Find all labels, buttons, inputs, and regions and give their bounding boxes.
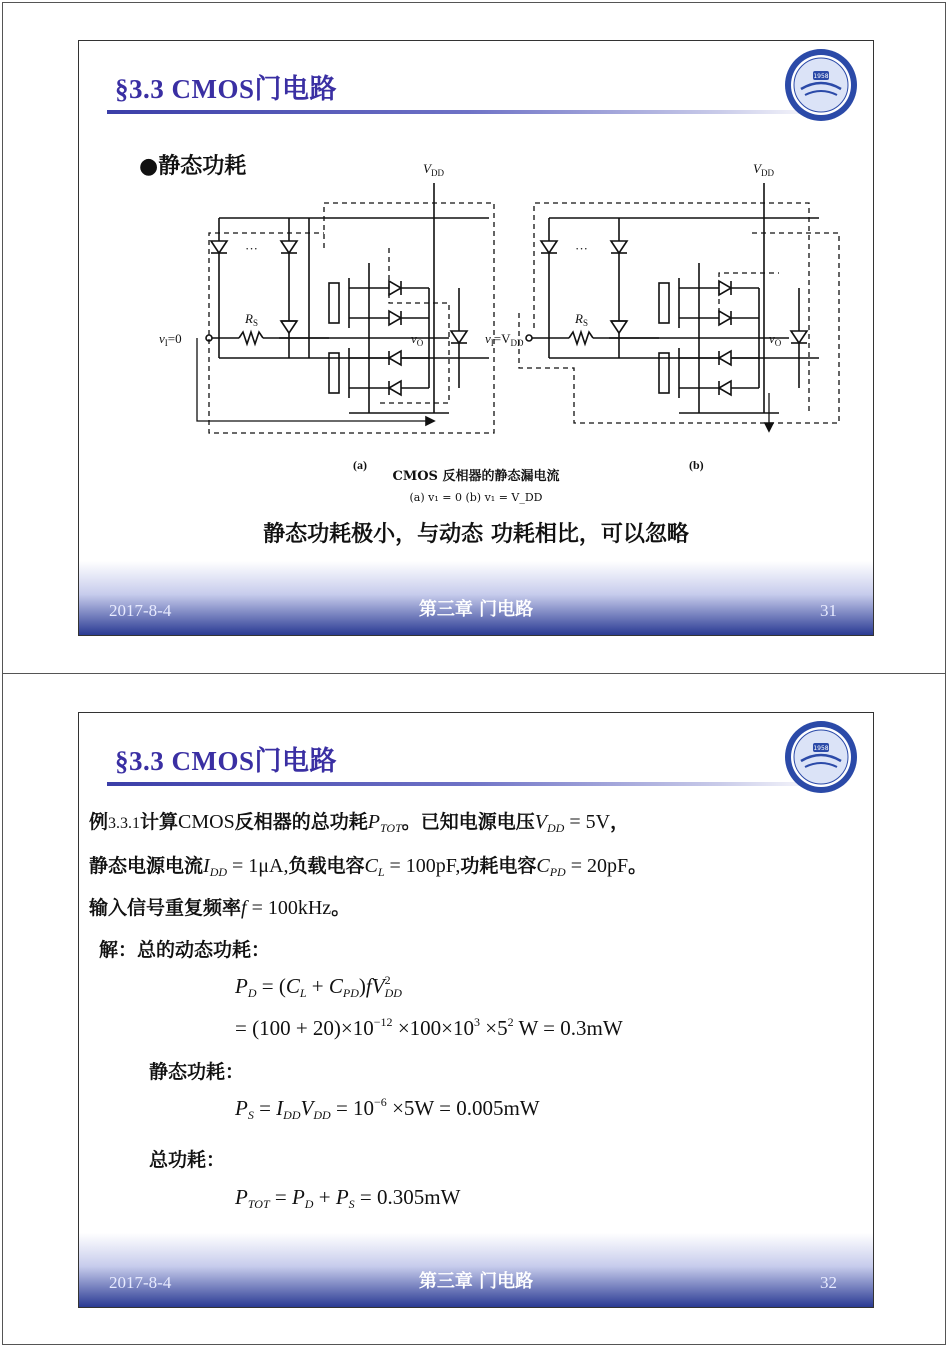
f3-f: ×5W = 0.005mW (386, 1096, 540, 1120)
f1-f: ) (358, 974, 366, 998)
vi-sub-b: I (490, 338, 494, 348)
vo-label-a: v (411, 331, 417, 346)
ex-l2-i: = 20pF (565, 855, 629, 877)
ex-l2-e-sub: L (377, 865, 385, 879)
ex-l2-d: 负载电容 (288, 855, 365, 877)
solution-dynamic-label: 解：总的动态功耗： (99, 939, 271, 961)
slide-footer (79, 561, 873, 635)
ex-l1-d: CMOS (178, 811, 235, 833)
f2-c-sup: 2 (507, 1015, 514, 1029)
vi-rest-a: =0 (167, 331, 182, 346)
f2-b: ×100×10 (392, 1016, 474, 1040)
f2-b-sup: 3 (474, 1015, 480, 1029)
slide-32 (78, 712, 874, 1308)
solution-total-label: 总功耗： (149, 1149, 226, 1171)
ex-l3-c: = 100kHz (246, 897, 332, 919)
ex-l1-b: 3.3.1 (108, 815, 141, 832)
university-logo-icon (783, 47, 859, 123)
vo-label-b: v (769, 331, 775, 346)
vdd-sub-b: DD (760, 168, 774, 178)
title-rule (107, 782, 827, 786)
ex-l1-f: P (367, 811, 380, 833)
f3-c: I (276, 1096, 284, 1120)
ex-l1-e: 反相器的总功耗 (234, 811, 368, 833)
rs-sub-a: S (252, 318, 258, 328)
f1-b: = ( (256, 974, 286, 998)
example-line-3 (89, 893, 350, 920)
ex-l3-d: 。 (331, 897, 351, 919)
f1-c-sub: L (299, 986, 307, 1000)
f1-a-sub: D (247, 986, 257, 1000)
f3-e-sup: −6 (374, 1095, 387, 1109)
ex-l2-e: C (364, 855, 378, 877)
f4-c: P (291, 1185, 305, 1209)
vdd-label-b: V (753, 161, 761, 176)
vi-label-a: v (159, 331, 165, 346)
slide-title: §3.3 CMOS门电路 (115, 74, 337, 104)
ex-l1-a: 例 (89, 811, 109, 833)
vi-rest-sub-b: DD (510, 338, 524, 348)
rs-label-b: R (575, 311, 583, 326)
ex-l1-i: = 5V (564, 811, 611, 833)
vdd-label-a: V (423, 161, 431, 176)
formula-total (235, 1185, 460, 1212)
logo-year: 1958 (813, 745, 829, 752)
f4-b: = (269, 1185, 292, 1209)
f4-a: P (235, 1185, 248, 1209)
svg-text:VDD (423, 161, 444, 178)
footer-page-number: 31 (820, 601, 837, 620)
cmos-leakage-circuits (149, 153, 809, 472)
f3-d-sub: DD (313, 1108, 331, 1122)
f3-e: = 10 (330, 1096, 375, 1120)
circuit-a (197, 183, 494, 433)
f4-f: = 0.305mW (354, 1185, 461, 1209)
f1-d: + (306, 974, 329, 998)
svg-text:vI=VDD (485, 331, 524, 348)
ex-l1-f-sub: TOT (379, 821, 402, 835)
f4-c-sub: D (304, 1197, 314, 1211)
f2-a: = (100 + 20)×10 (235, 1016, 374, 1040)
vi-rest-b: =V (493, 331, 511, 346)
figure-caption-sub: (a) v₁ = 0 (b) v₁ = V_DD (409, 491, 543, 504)
f2-c: ×5 (480, 1016, 508, 1040)
ex-l3-a: 输入信号重复频率 (89, 897, 242, 919)
svg-text:vO (411, 331, 424, 348)
ex-l3-b: f (241, 897, 247, 919)
f1-e: C (328, 974, 343, 998)
svg-text:VDD (753, 161, 774, 178)
f1-g: fV (365, 974, 385, 998)
example-line-2 (89, 851, 647, 880)
footer-date: 2017-8-4 (109, 1273, 172, 1292)
ex-l2-g: 功耗电容 (460, 855, 537, 877)
vo-sub-a: O (416, 338, 424, 348)
ex-l2-a: 静态电源电流 (89, 855, 204, 877)
f2-a-sup: −12 (373, 1015, 393, 1029)
ex-l2-b: I (203, 855, 210, 877)
f4-d: + (313, 1185, 336, 1209)
svg-text:RS (574, 311, 588, 328)
f1-c: C (285, 974, 300, 998)
footer-date: 2017-8-4 (109, 601, 172, 620)
f1-a: P (235, 974, 248, 998)
f3-d: V (300, 1096, 314, 1120)
slide-title: §3.3 CMOS门电路 (115, 746, 337, 776)
vdd-sub-a: DD (430, 168, 444, 178)
dots-b: ··· (575, 241, 588, 256)
solution-static-label: 静态功耗： (149, 1061, 245, 1083)
conclusion-text: 静态功耗极小，与动态 功耗相比，可以忽略 (263, 522, 689, 547)
footer-page-number: 32 (820, 1273, 837, 1292)
f1-e-sub: PD (342, 986, 359, 1000)
svg-text:RS (244, 311, 258, 328)
title-rule (107, 110, 827, 114)
ex-l2-j: 。 (628, 855, 648, 877)
example-line-1 (89, 807, 629, 836)
f3-a-sub: S (247, 1108, 254, 1122)
dots-a: ··· (245, 241, 258, 256)
svg-text:vI=0 (159, 331, 182, 348)
figure-label-b: (b) (689, 458, 704, 472)
vo-sub-b: O (774, 338, 782, 348)
figure-label-a: (a) (353, 458, 367, 472)
f4-e: P (335, 1185, 349, 1209)
ex-l1-h-sub: DD (547, 821, 565, 835)
vi-label-b: v (485, 331, 491, 346)
logo-year: 1958 (813, 73, 829, 80)
ex-l1-h: V (534, 811, 547, 833)
ex-l1-g: 。已知电源电压 (401, 811, 535, 833)
f1-g-sup: 2 (384, 973, 391, 987)
f4-a-sub: TOT (247, 1197, 270, 1211)
ex-l2-c: = 1μA, (227, 855, 289, 877)
footer-chapter: 第三章 门电路 (418, 1271, 534, 1292)
circuit-b (519, 183, 839, 431)
f3-b: = (253, 1096, 277, 1120)
formula-static (235, 1095, 540, 1123)
f3-a: P (235, 1096, 248, 1120)
ex-l1-j: ， (610, 811, 630, 833)
rs-label-a: R (245, 311, 253, 326)
formula-dynamic (235, 973, 402, 1001)
ex-l2-h-sub: PD (549, 865, 566, 879)
f2-d: W = 0.3mW (513, 1016, 623, 1040)
svg-text:vO (769, 331, 782, 348)
slide-footer (79, 1233, 873, 1307)
ex-l2-b-sub: DD (209, 865, 228, 879)
ex-l2-h: C (536, 855, 550, 877)
footer-chapter: 第三章 门电路 (418, 599, 534, 620)
university-logo-icon (783, 719, 859, 795)
ex-l1-c: 计算 (140, 811, 179, 833)
f1-g-sub: DD (384, 986, 402, 1000)
f3-c-sub: DD (283, 1108, 301, 1122)
figure-caption: CMOS 反相器的静态漏电流 (392, 469, 560, 484)
formula-dynamic-value (235, 1015, 623, 1041)
rs-sub-b: S (582, 318, 588, 328)
bullet-heading: ●静态功耗 (139, 154, 247, 179)
slide-31 (78, 40, 874, 636)
f4-e-sub: S (348, 1197, 355, 1211)
vi-sub-a: I (164, 338, 168, 348)
ex-l2-f: = 100pF, (384, 855, 461, 877)
